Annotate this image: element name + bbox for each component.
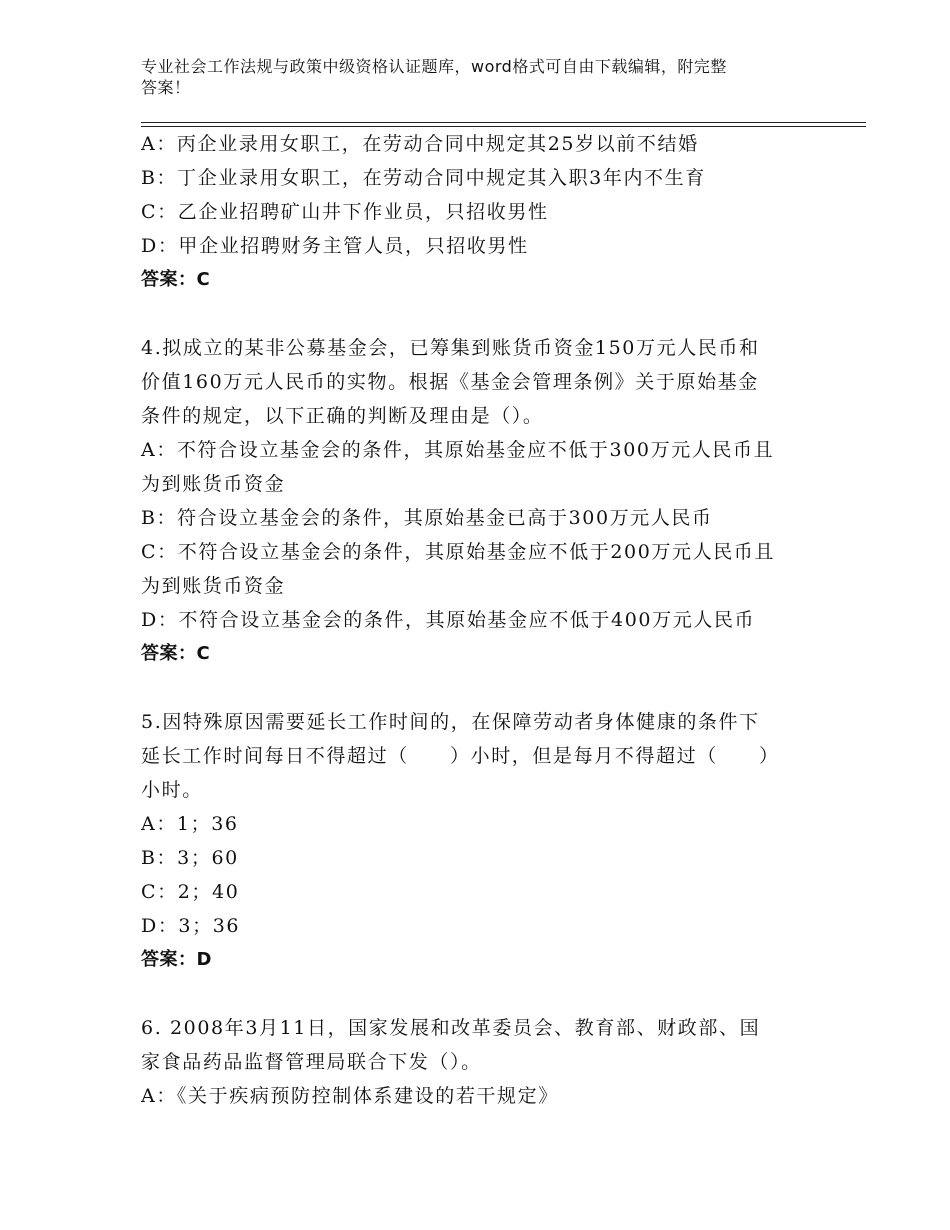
answer: 答案：D: [141, 949, 212, 970]
header-line-1: 专业社会工作法规与政策中级资格认证题库，word格式可自由下载编辑，附完整: [141, 57, 727, 76]
option-a: A：不符合设立基金会的条件，其原始基金应不低于300万元人民币且: [141, 439, 775, 461]
question-stem: 家食品药品监督管理局联合下发（）。: [141, 1051, 482, 1073]
option-a: A：《关于疾病预防控制体系建设的若干规定》: [141, 1085, 559, 1107]
question-3: [141, 127, 821, 297]
option-b: B：丁企业录用女职工，在劳动合同中规定其入职3年内不生育: [141, 167, 706, 189]
question-stem: 小时。: [141, 779, 203, 801]
option-b: B：符合设立基金会的条件，其原始基金已高于300万元人民币: [141, 507, 713, 529]
option-a: A：丙企业录用女职工，在劳动合同中规定其25岁以前不结婚: [141, 133, 699, 155]
question-4: [141, 331, 821, 671]
question-5: [141, 705, 821, 977]
answer: 答案：C: [141, 269, 211, 290]
option-d: D：3；36: [141, 915, 241, 937]
question-list: [141, 127, 821, 1113]
question-stem: 4.拟成立的某非公募基金会，已筹集到账货币资金150万元人民币和: [141, 337, 760, 359]
option-b: B：3；60: [141, 847, 239, 869]
header-rule-top: [141, 122, 866, 123]
question-6: [141, 1011, 821, 1113]
header-line-2: 答案！: [141, 78, 191, 97]
option-a: A：1；36: [141, 813, 239, 835]
page-header: [141, 56, 821, 98]
question-stem: 价值160万元人民币的实物。根据《基金会管理条例》关于原始基金: [141, 371, 759, 393]
option-c: C：2；40: [141, 881, 240, 903]
option-d: D：不符合设立基金会的条件，其原始基金应不低于400万元人民币: [141, 609, 756, 631]
option-a-continued: 为到账货币资金: [141, 473, 286, 495]
question-stem: 5.因特殊原因需要延长工作时间的，在保障劳动者身体健康的条件下: [141, 711, 760, 733]
spacer: [141, 977, 821, 1011]
option-c: C：不符合设立基金会的条件，其原始基金应不低于200万元人民币且: [141, 541, 776, 563]
option-d: D：甲企业招聘财务主管人员，只招收男性: [141, 235, 529, 257]
option-c: C：乙企业招聘矿山井下作业员，只招收男性: [141, 201, 549, 223]
question-stem: 条件的规定，以下正确的判断及理由是（）。: [141, 405, 544, 427]
question-stem: 6. 2008年3月11日，国家发展和改革委员会、教育部、财政部、国: [141, 1017, 761, 1039]
option-c-continued: 为到账货币资金: [141, 575, 286, 597]
answer: 答案：C: [141, 643, 211, 664]
question-stem: 延长工作时间每日不得超过（ ）小时，但是每月不得超过（ ）: [141, 745, 780, 767]
spacer: [141, 671, 821, 705]
spacer: [141, 297, 821, 331]
